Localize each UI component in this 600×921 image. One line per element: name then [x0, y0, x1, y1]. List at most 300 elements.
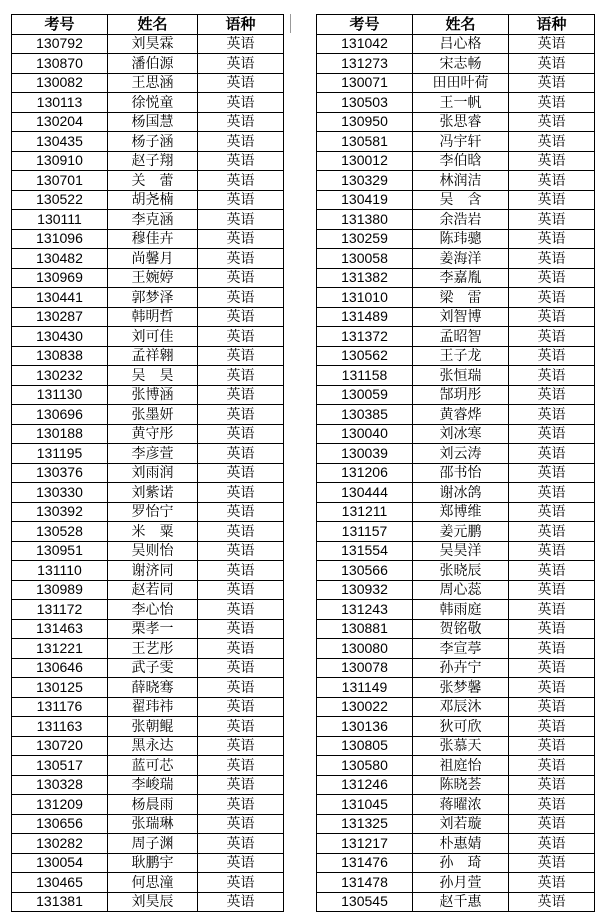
table-row: [12, 424, 284, 444]
table-row: [12, 112, 284, 132]
student-name-cell: 祖庭怡: [413, 756, 509, 776]
language-cell: 英语: [198, 249, 284, 269]
table-row: [12, 444, 284, 464]
student-name-cell: 王子龙: [413, 346, 509, 366]
language-cell: 英语: [198, 151, 284, 171]
table-row: [317, 249, 595, 269]
language-cell: 英语: [509, 873, 595, 893]
language-cell: 英语: [198, 697, 284, 717]
language-cell: 英语: [509, 678, 595, 698]
exam-no-cell: 131243: [317, 600, 413, 620]
student-name-cell: 孙 琦: [413, 853, 509, 873]
table-row: [12, 249, 284, 269]
student-name-cell: 潘伯源: [108, 54, 198, 74]
language-cell: 英语: [509, 834, 595, 854]
table-row: [317, 229, 595, 249]
exam-no-cell: 130392: [12, 502, 108, 522]
exam-no-cell: 130870: [12, 54, 108, 74]
language-cell: 英语: [509, 580, 595, 600]
student-name-cell: 黄睿烨: [413, 405, 509, 425]
student-name-cell: 杨子涵: [108, 132, 198, 152]
student-name-cell: 李宣葶: [413, 639, 509, 659]
table-row: [317, 346, 595, 366]
exam-no-cell: 131176: [12, 697, 108, 717]
student-name-cell: 王婉婷: [108, 268, 198, 288]
table-row: [12, 385, 284, 405]
student-name-cell: 王一帆: [413, 93, 509, 113]
student-name-cell: 吴昊洋: [413, 541, 509, 561]
column-separator: [290, 14, 291, 33]
exam-no-cell: 130430: [12, 327, 108, 347]
exam-no-cell: 131206: [317, 463, 413, 483]
exam-no-cell: 130113: [12, 93, 108, 113]
student-name-cell: 赵子翔: [108, 151, 198, 171]
table-row: [12, 541, 284, 561]
student-name-cell: 薛晓骞: [108, 678, 198, 698]
exam-no-cell: 131476: [317, 853, 413, 873]
exam-no-cell: 130080: [317, 639, 413, 659]
exam-no-cell: 131478: [317, 873, 413, 893]
language-cell: 英语: [198, 288, 284, 308]
language-cell: 英语: [509, 112, 595, 132]
language-cell: 英语: [509, 736, 595, 756]
exam-no-cell: 130656: [12, 814, 108, 834]
student-name-cell: 贺铭敬: [413, 619, 509, 639]
student-name-cell: 李克涵: [108, 210, 198, 230]
language-cell: 英语: [509, 522, 595, 542]
table-row: [12, 600, 284, 620]
exam-no-cell: 130951: [12, 541, 108, 561]
exam-no-cell: 131489: [317, 307, 413, 327]
exam-no-cell: 130287: [12, 307, 108, 327]
exam-no-cell: 130581: [317, 132, 413, 152]
table-row: [12, 54, 284, 74]
table-row: [317, 171, 595, 191]
language-cell: 英语: [198, 229, 284, 249]
exam-no-cell: 130932: [317, 580, 413, 600]
exam-no-cell: 130517: [12, 756, 108, 776]
language-cell: 英语: [198, 561, 284, 581]
table-row: [12, 229, 284, 249]
language-cell: 英语: [509, 385, 595, 405]
student-name-cell: 关 蕾: [108, 171, 198, 191]
student-name-cell: 黄守彤: [108, 424, 198, 444]
exam-no-cell: 130441: [12, 288, 108, 308]
exam-no-cell: 130330: [12, 483, 108, 503]
language-cell: 英语: [198, 619, 284, 639]
language-cell: 英语: [509, 132, 595, 152]
language-cell: 英语: [509, 151, 595, 171]
language-cell: 英语: [198, 892, 284, 912]
exam-no-cell: 130805: [317, 736, 413, 756]
table-row: [317, 522, 595, 542]
student-name-cell: 刘智博: [413, 307, 509, 327]
table-row: [12, 93, 284, 113]
header-language: 语种: [509, 15, 595, 35]
language-cell: 英语: [509, 853, 595, 873]
student-name-cell: 陈玮骢: [413, 229, 509, 249]
student-name-cell: 李彦萱: [108, 444, 198, 464]
language-cell: 英语: [198, 463, 284, 483]
student-name-cell: 胡尧楠: [108, 190, 198, 210]
table-row: [12, 34, 284, 54]
exam-no-cell: 130950: [317, 112, 413, 132]
language-cell: 英语: [509, 541, 595, 561]
exam-no-cell: 130969: [12, 268, 108, 288]
student-name-cell: 邵书怡: [413, 463, 509, 483]
language-cell: 英语: [509, 814, 595, 834]
student-name-cell: 郑博维: [413, 502, 509, 522]
roster-table-left: [11, 14, 284, 912]
language-cell: 英语: [198, 775, 284, 795]
language-cell: 英语: [198, 600, 284, 620]
exam-no-cell: 131130: [12, 385, 108, 405]
language-cell: 英语: [198, 210, 284, 230]
table-row: [12, 561, 284, 581]
exam-no-cell: 131209: [12, 795, 108, 815]
language-cell: 英语: [198, 424, 284, 444]
header-row: [12, 15, 284, 35]
student-name-cell: 翟玮祎: [108, 697, 198, 717]
table-row: [317, 736, 595, 756]
table-row: [317, 112, 595, 132]
exam-no-cell: 130058: [317, 249, 413, 269]
table-row: [12, 756, 284, 776]
student-name-cell: 谢冰鸽: [413, 483, 509, 503]
student-name-cell: 穆佳卉: [108, 229, 198, 249]
exam-no-cell: 130419: [317, 190, 413, 210]
language-cell: 英语: [198, 346, 284, 366]
exam-no-cell: 131010: [317, 288, 413, 308]
exam-no-cell: 130329: [317, 171, 413, 191]
roster-table-right: [316, 14, 595, 912]
table-row: [317, 619, 595, 639]
header-row: [317, 15, 595, 35]
table-row: [317, 717, 595, 737]
table-row: [12, 171, 284, 191]
table-row: [317, 600, 595, 620]
table-row: [317, 756, 595, 776]
language-cell: 英语: [198, 385, 284, 405]
language-cell: 英语: [198, 405, 284, 425]
student-name-cell: 冯宇轩: [413, 132, 509, 152]
student-name-cell: 王思涵: [108, 73, 198, 93]
language-cell: 英语: [198, 736, 284, 756]
student-name-cell: 赵若同: [108, 580, 198, 600]
student-name-cell: 姜海洋: [413, 249, 509, 269]
exam-no-cell: 130566: [317, 561, 413, 581]
table-row: [317, 34, 595, 54]
student-name-cell: 韩明哲: [108, 307, 198, 327]
exam-no-cell: 131149: [317, 678, 413, 698]
language-cell: 英语: [509, 795, 595, 815]
student-name-cell: 栗孝一: [108, 619, 198, 639]
language-cell: 英语: [198, 717, 284, 737]
exam-no-cell: 130204: [12, 112, 108, 132]
language-cell: 英语: [198, 34, 284, 54]
student-name-cell: 米 粟: [108, 522, 198, 542]
language-cell: 英语: [509, 717, 595, 737]
student-name-cell: 郜玥彤: [413, 385, 509, 405]
header-language: 语种: [198, 15, 284, 35]
exam-no-cell: 131211: [317, 502, 413, 522]
table-row: [12, 658, 284, 678]
exam-no-cell: 130059: [317, 385, 413, 405]
student-name-cell: 刘冰寒: [413, 424, 509, 444]
table-row: [12, 502, 284, 522]
exam-no-cell: 131273: [317, 54, 413, 74]
student-name-cell: 李峻瑞: [108, 775, 198, 795]
table-row: [317, 502, 595, 522]
student-name-cell: 邓辰沐: [413, 697, 509, 717]
language-cell: 英语: [509, 34, 595, 54]
exam-no-cell: 130701: [12, 171, 108, 191]
student-name-cell: 张瑞琳: [108, 814, 198, 834]
exam-no-cell: 130082: [12, 73, 108, 93]
table-row: [317, 405, 595, 425]
exam-no-cell: 131463: [12, 619, 108, 639]
student-name-cell: 蒋曜浓: [413, 795, 509, 815]
student-name-cell: 姜元鹏: [413, 522, 509, 542]
exam-no-cell: 130012: [317, 151, 413, 171]
student-name-cell: 杨晨雨: [108, 795, 198, 815]
student-name-cell: 孟昭智: [413, 327, 509, 347]
table-row: [317, 73, 595, 93]
student-name-cell: 何思潼: [108, 873, 198, 893]
roster-body-right: [317, 34, 595, 912]
student-name-cell: 刘可佳: [108, 327, 198, 347]
table-row: [317, 561, 595, 581]
student-name-cell: 徐悦童: [108, 93, 198, 113]
exam-no-cell: 130054: [12, 853, 108, 873]
student-name-cell: 刘昊辰: [108, 892, 198, 912]
table-row: [317, 658, 595, 678]
exam-no-cell: 131382: [317, 268, 413, 288]
table-row: [12, 483, 284, 503]
student-name-cell: 武子雯: [108, 658, 198, 678]
table-row: [12, 210, 284, 230]
language-cell: 英语: [198, 307, 284, 327]
table-row: [317, 483, 595, 503]
exam-no-cell: 130562: [317, 346, 413, 366]
language-cell: 英语: [509, 268, 595, 288]
student-name-cell: 刘若璇: [413, 814, 509, 834]
exam-no-cell: 130989: [12, 580, 108, 600]
language-cell: 英语: [198, 502, 284, 522]
language-cell: 英语: [198, 132, 284, 152]
exam-no-cell: 130328: [12, 775, 108, 795]
language-cell: 英语: [198, 541, 284, 561]
table-row: [317, 795, 595, 815]
language-cell: 英语: [198, 756, 284, 776]
exam-no-cell: 131246: [317, 775, 413, 795]
language-cell: 英语: [509, 210, 595, 230]
student-name-cell: 张博涵: [108, 385, 198, 405]
exam-no-cell: 130881: [317, 619, 413, 639]
table-row: [12, 522, 284, 542]
student-name-cell: 耿鹏宇: [108, 853, 198, 873]
roster-body-left: [12, 34, 284, 912]
table-row: [12, 892, 284, 912]
student-name-cell: 吴 昊: [108, 366, 198, 386]
exam-no-cell: 131217: [317, 834, 413, 854]
language-cell: 英语: [198, 366, 284, 386]
exam-no-cell: 130580: [317, 756, 413, 776]
student-name-cell: 韩雨庭: [413, 600, 509, 620]
student-name-cell: 郭梦泽: [108, 288, 198, 308]
student-name-cell: 黑永达: [108, 736, 198, 756]
exam-no-cell: 130071: [317, 73, 413, 93]
exam-no-cell: 130188: [12, 424, 108, 444]
table-row: [12, 853, 284, 873]
table-row: [12, 288, 284, 308]
exam-no-cell: 131110: [12, 561, 108, 581]
language-cell: 英语: [198, 580, 284, 600]
table-row: [12, 736, 284, 756]
exam-no-cell: 130376: [12, 463, 108, 483]
table-row: [12, 190, 284, 210]
table-row: [12, 307, 284, 327]
language-cell: 英语: [509, 93, 595, 113]
student-name-cell: 张慕天: [413, 736, 509, 756]
student-name-cell: 王艺彤: [108, 639, 198, 659]
exam-no-cell: 131221: [12, 639, 108, 659]
exam-no-cell: 131172: [12, 600, 108, 620]
student-name-cell: 蓝可芯: [108, 756, 198, 776]
student-name-cell: 杨国慧: [108, 112, 198, 132]
language-cell: 英语: [198, 73, 284, 93]
exam-no-cell: 130528: [12, 522, 108, 542]
table-row: [317, 541, 595, 561]
language-cell: 英语: [198, 483, 284, 503]
student-name-cell: 谢济同: [108, 561, 198, 581]
table-row: [317, 54, 595, 74]
table-row: [317, 463, 595, 483]
exam-no-cell: 130232: [12, 366, 108, 386]
language-cell: 英语: [509, 756, 595, 776]
language-cell: 英语: [509, 249, 595, 269]
exam-no-cell: 130111: [12, 210, 108, 230]
language-cell: 英语: [509, 366, 595, 386]
student-name-cell: 吴则怡: [108, 541, 198, 561]
student-name-cell: 刘云涛: [413, 444, 509, 464]
language-cell: 英语: [198, 522, 284, 542]
table-row: [317, 93, 595, 113]
language-cell: 英语: [509, 444, 595, 464]
exam-no-cell: 130503: [317, 93, 413, 113]
student-name-cell: 田田叶荷: [413, 73, 509, 93]
table-row: [317, 366, 595, 386]
student-name-cell: 吕心格: [413, 34, 509, 54]
language-cell: 英语: [509, 600, 595, 620]
table-row: [12, 405, 284, 425]
header-exam-no: 考号: [317, 15, 413, 35]
student-name-cell: 张朝鲲: [108, 717, 198, 737]
language-cell: 英语: [509, 405, 595, 425]
student-name-cell: 林润洁: [413, 171, 509, 191]
table-row: [317, 424, 595, 444]
language-cell: 英语: [509, 483, 595, 503]
table-row: [317, 151, 595, 171]
table-row: [317, 697, 595, 717]
student-name-cell: 刘雨润: [108, 463, 198, 483]
table-row: [317, 639, 595, 659]
student-name-cell: 刘紫诺: [108, 483, 198, 503]
language-cell: 英语: [198, 795, 284, 815]
language-cell: 英语: [509, 288, 595, 308]
exam-no-cell: 131380: [317, 210, 413, 230]
student-name-cell: 周子渊: [108, 834, 198, 854]
exam-no-cell: 130385: [317, 405, 413, 425]
exam-no-cell: 131381: [12, 892, 108, 912]
exam-no-cell: 130136: [317, 717, 413, 737]
language-cell: 英语: [198, 93, 284, 113]
language-cell: 英语: [198, 658, 284, 678]
exam-no-cell: 130720: [12, 736, 108, 756]
table-row: [12, 717, 284, 737]
exam-no-cell: 130435: [12, 132, 108, 152]
table-row: [317, 775, 595, 795]
language-cell: 英语: [509, 171, 595, 191]
exam-no-cell: 131195: [12, 444, 108, 464]
student-name-cell: 李心怡: [108, 600, 198, 620]
student-name-cell: 余浩岩: [413, 210, 509, 230]
language-cell: 英语: [509, 463, 595, 483]
language-cell: 英语: [198, 873, 284, 893]
table-row: [317, 580, 595, 600]
language-cell: 英语: [198, 54, 284, 74]
header-exam-no: 考号: [12, 15, 108, 35]
table-row: [12, 873, 284, 893]
language-cell: 英语: [509, 346, 595, 366]
language-cell: 英语: [198, 639, 284, 659]
language-cell: 英语: [509, 424, 595, 444]
exam-no-cell: 130696: [12, 405, 108, 425]
exam-no-cell: 130022: [317, 697, 413, 717]
language-cell: 英语: [509, 697, 595, 717]
table-row: [12, 463, 284, 483]
table-row: [12, 132, 284, 152]
table-row: [317, 190, 595, 210]
student-name-cell: 朴惠婧: [413, 834, 509, 854]
table-row: [317, 834, 595, 854]
table-row: [317, 814, 595, 834]
exam-no-cell: 131554: [317, 541, 413, 561]
exam-no-cell: 130545: [317, 892, 413, 912]
language-cell: 英语: [509, 561, 595, 581]
language-cell: 英语: [509, 658, 595, 678]
student-name-cell: 陈晓荟: [413, 775, 509, 795]
table-row: [12, 268, 284, 288]
student-name-cell: 吴 含: [413, 190, 509, 210]
table-row: [12, 697, 284, 717]
language-cell: 英语: [198, 190, 284, 210]
language-cell: 英语: [198, 171, 284, 191]
table-row: [317, 288, 595, 308]
student-name-cell: 罗怡宁: [108, 502, 198, 522]
exam-no-cell: 130838: [12, 346, 108, 366]
table-row: [12, 619, 284, 639]
language-cell: 英语: [198, 814, 284, 834]
language-cell: 英语: [509, 619, 595, 639]
table-row: [317, 873, 595, 893]
student-name-cell: 李伯晗: [413, 151, 509, 171]
language-cell: 英语: [198, 268, 284, 288]
table-row: [317, 385, 595, 405]
table-row: [12, 795, 284, 815]
student-name-cell: 赵千惠: [413, 892, 509, 912]
table-row: [317, 892, 595, 912]
